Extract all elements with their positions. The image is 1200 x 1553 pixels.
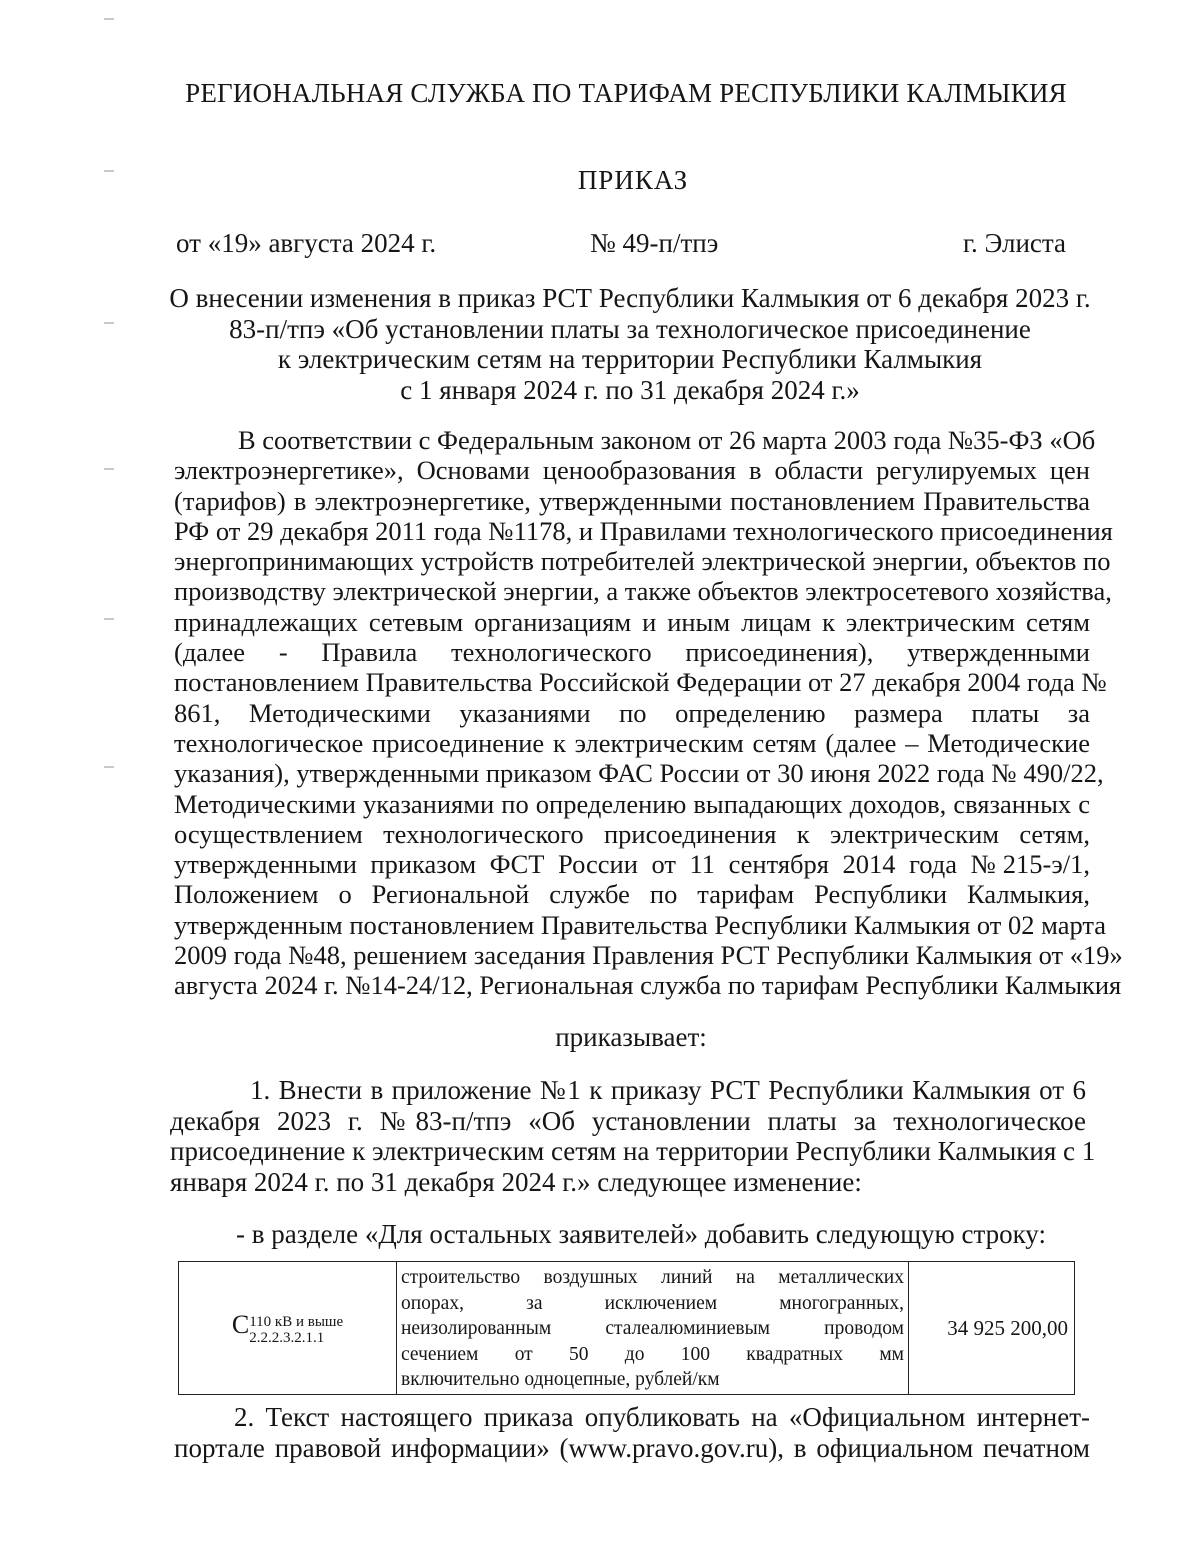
- scan-mark: [104, 618, 114, 620]
- orders-word: приказывает:: [555, 1022, 707, 1052]
- tariff-code-superscript: 110 кВ и выше: [249, 1313, 344, 1330]
- tariff-price-cell: 34 925 200,00: [909, 1262, 1075, 1395]
- tariff-description-line: включительно одноцепные, рублей/км: [401, 1369, 720, 1391]
- order-city: г. Элиста: [963, 228, 1067, 258]
- preamble-line: августа 2024 г. №14-24/12, Региональная служба по тарифам Республики Калмыкия: [174, 970, 1122, 1001]
- item-2-line: портале правовой информации» (www.pravo.gov.ru), в официальном печатном: [174, 1432, 1090, 1463]
- item-2-line: 2. Текст настоящего приказа опубликовать на «Официальном интернет-: [234, 1402, 1090, 1432]
- item-1-line: декабря 2023 г. №83-п/тпэ «Об установлении платы за технологическое: [170, 1105, 1086, 1136]
- tariff-description-line: опорах, за исключением многогранных,: [401, 1292, 904, 1314]
- subject-line: к электрическим сетям на территории Республики Калмыкия: [277, 344, 983, 374]
- tariff-description-line: строительство воздушных линий на металлических: [401, 1267, 904, 1289]
- preamble-line: технологическое присоединение к электрическим сетям (далее – Методические: [174, 727, 1090, 758]
- tariff-code-base: С: [231, 1310, 250, 1340]
- preamble-line: Методическими указаниями по определению выпадающих доходов, связанных с: [174, 788, 1090, 819]
- tariff-table: [178, 1261, 1075, 1395]
- order-date: от «19» августа 2024 г.: [176, 228, 437, 258]
- order-number: № 49-п/тпэ: [590, 228, 719, 258]
- scan-mark: [104, 322, 114, 324]
- tariff-code-cell: [179, 1262, 397, 1395]
- item-1-bullet: - в разделе «Для остальных заявителей» добавить следующую строку:: [236, 1219, 1046, 1249]
- subject-line: 83-п/тпэ «Об установлении платы за технологическое присоединение: [229, 313, 1031, 344]
- item-1-paragraph: [170, 1075, 1096, 1197]
- preamble-line: утвержденным постановлением Правительства Республики Калмыкия от 02 марта: [174, 909, 1107, 940]
- preamble-line: (тарифов) в электроэнергетике, утвержденными постановлением Правительства: [174, 485, 1090, 516]
- preamble-line: электроэнергетике», Основами ценообразования в области регулируемых цен: [174, 455, 1090, 486]
- item-2-paragraph: [174, 1402, 1090, 1463]
- item-1-line: января 2024 г. по 31 декабря 2024 г.» следующее изменение:: [170, 1166, 862, 1197]
- subject-line: с 1 января 2024 г. по 31 декабря 2024 г.»: [400, 374, 860, 405]
- tariff-description-line: сечением от 50 до 100 квадратных мм: [401, 1343, 904, 1365]
- preamble-line: (далее - Правила технологического присоединения), утвержденными: [174, 637, 1090, 668]
- subject-line: О внесении изменения в приказ РСТ Республики Калмыкия от 6 декабря 2023 г.: [169, 283, 1091, 313]
- organization-header: РЕГИОНАЛЬНАЯ СЛУЖБА ПО ТАРИФАМ РЕСПУБЛИКИ КАЛМЫКИЯ: [185, 78, 1067, 108]
- preamble-line: РФ от 29 декабря 2011 года №1178, и Правилами технологического присоединения: [174, 515, 1113, 546]
- scan-mark: [104, 18, 114, 20]
- order-subject: [160, 283, 1100, 405]
- preamble-line: утвержденными приказом ФСТ России от 11 сентября 2014 года №215-э/1,: [174, 849, 1090, 880]
- document-type-title: ПРИКАЗ: [577, 165, 689, 195]
- scan-mark: [104, 766, 114, 768]
- tariff-description-cell: [397, 1262, 909, 1395]
- preamble-line: 861, Методическими указаниями по определению размера платы за: [174, 697, 1090, 728]
- item-1-line: 1. Внести в приложение №1 к приказу РСТ Республики Калмыкия от 6: [250, 1075, 1086, 1105]
- tariff-code-subscript: 2.2.2.3.2.1.1: [249, 1329, 325, 1346]
- preamble-line: производству электрической энергии, а также объектов электросетевого хозяйства,: [174, 576, 1112, 607]
- preamble-line: В соответствии с Федеральным законом от 26 марта 2003 года №35-ФЗ «Об: [238, 425, 1096, 455]
- preamble-line: Положением о Региональной службе по тарифам Республики Калмыкия,: [174, 879, 1090, 910]
- preamble-line: осуществлением технологического присоединения к электрическим сетям,: [174, 818, 1090, 849]
- item-1-line: присоединение к электрическим сетям на территории Республики Калмыкия с 1: [170, 1136, 1096, 1166]
- preamble-line: энергопринимающих устройств потребителей электрической энергии, объектов по: [174, 546, 1111, 577]
- table-row: [179, 1262, 1075, 1395]
- preamble-line: указания), утвержденными приказом ФАС России от 30 июня 2022 года № 490/22,: [174, 758, 1104, 789]
- tariff-description-line: неизолированным сталеалюминиевым проводом: [401, 1318, 904, 1340]
- scan-mark: [104, 468, 114, 470]
- preamble-line: постановлением Правительства Российской Федерации от 27 декабря 2004 года №: [174, 667, 1107, 698]
- preamble-paragraph: [174, 425, 1123, 1001]
- preamble-line: принадлежащих сетевым организациям и иным лицам к электрическим сетям: [174, 606, 1090, 637]
- preamble-line: 2009 года №48, решением заседания Правления РСТ Республики Калмыкия от «19»: [174, 940, 1123, 971]
